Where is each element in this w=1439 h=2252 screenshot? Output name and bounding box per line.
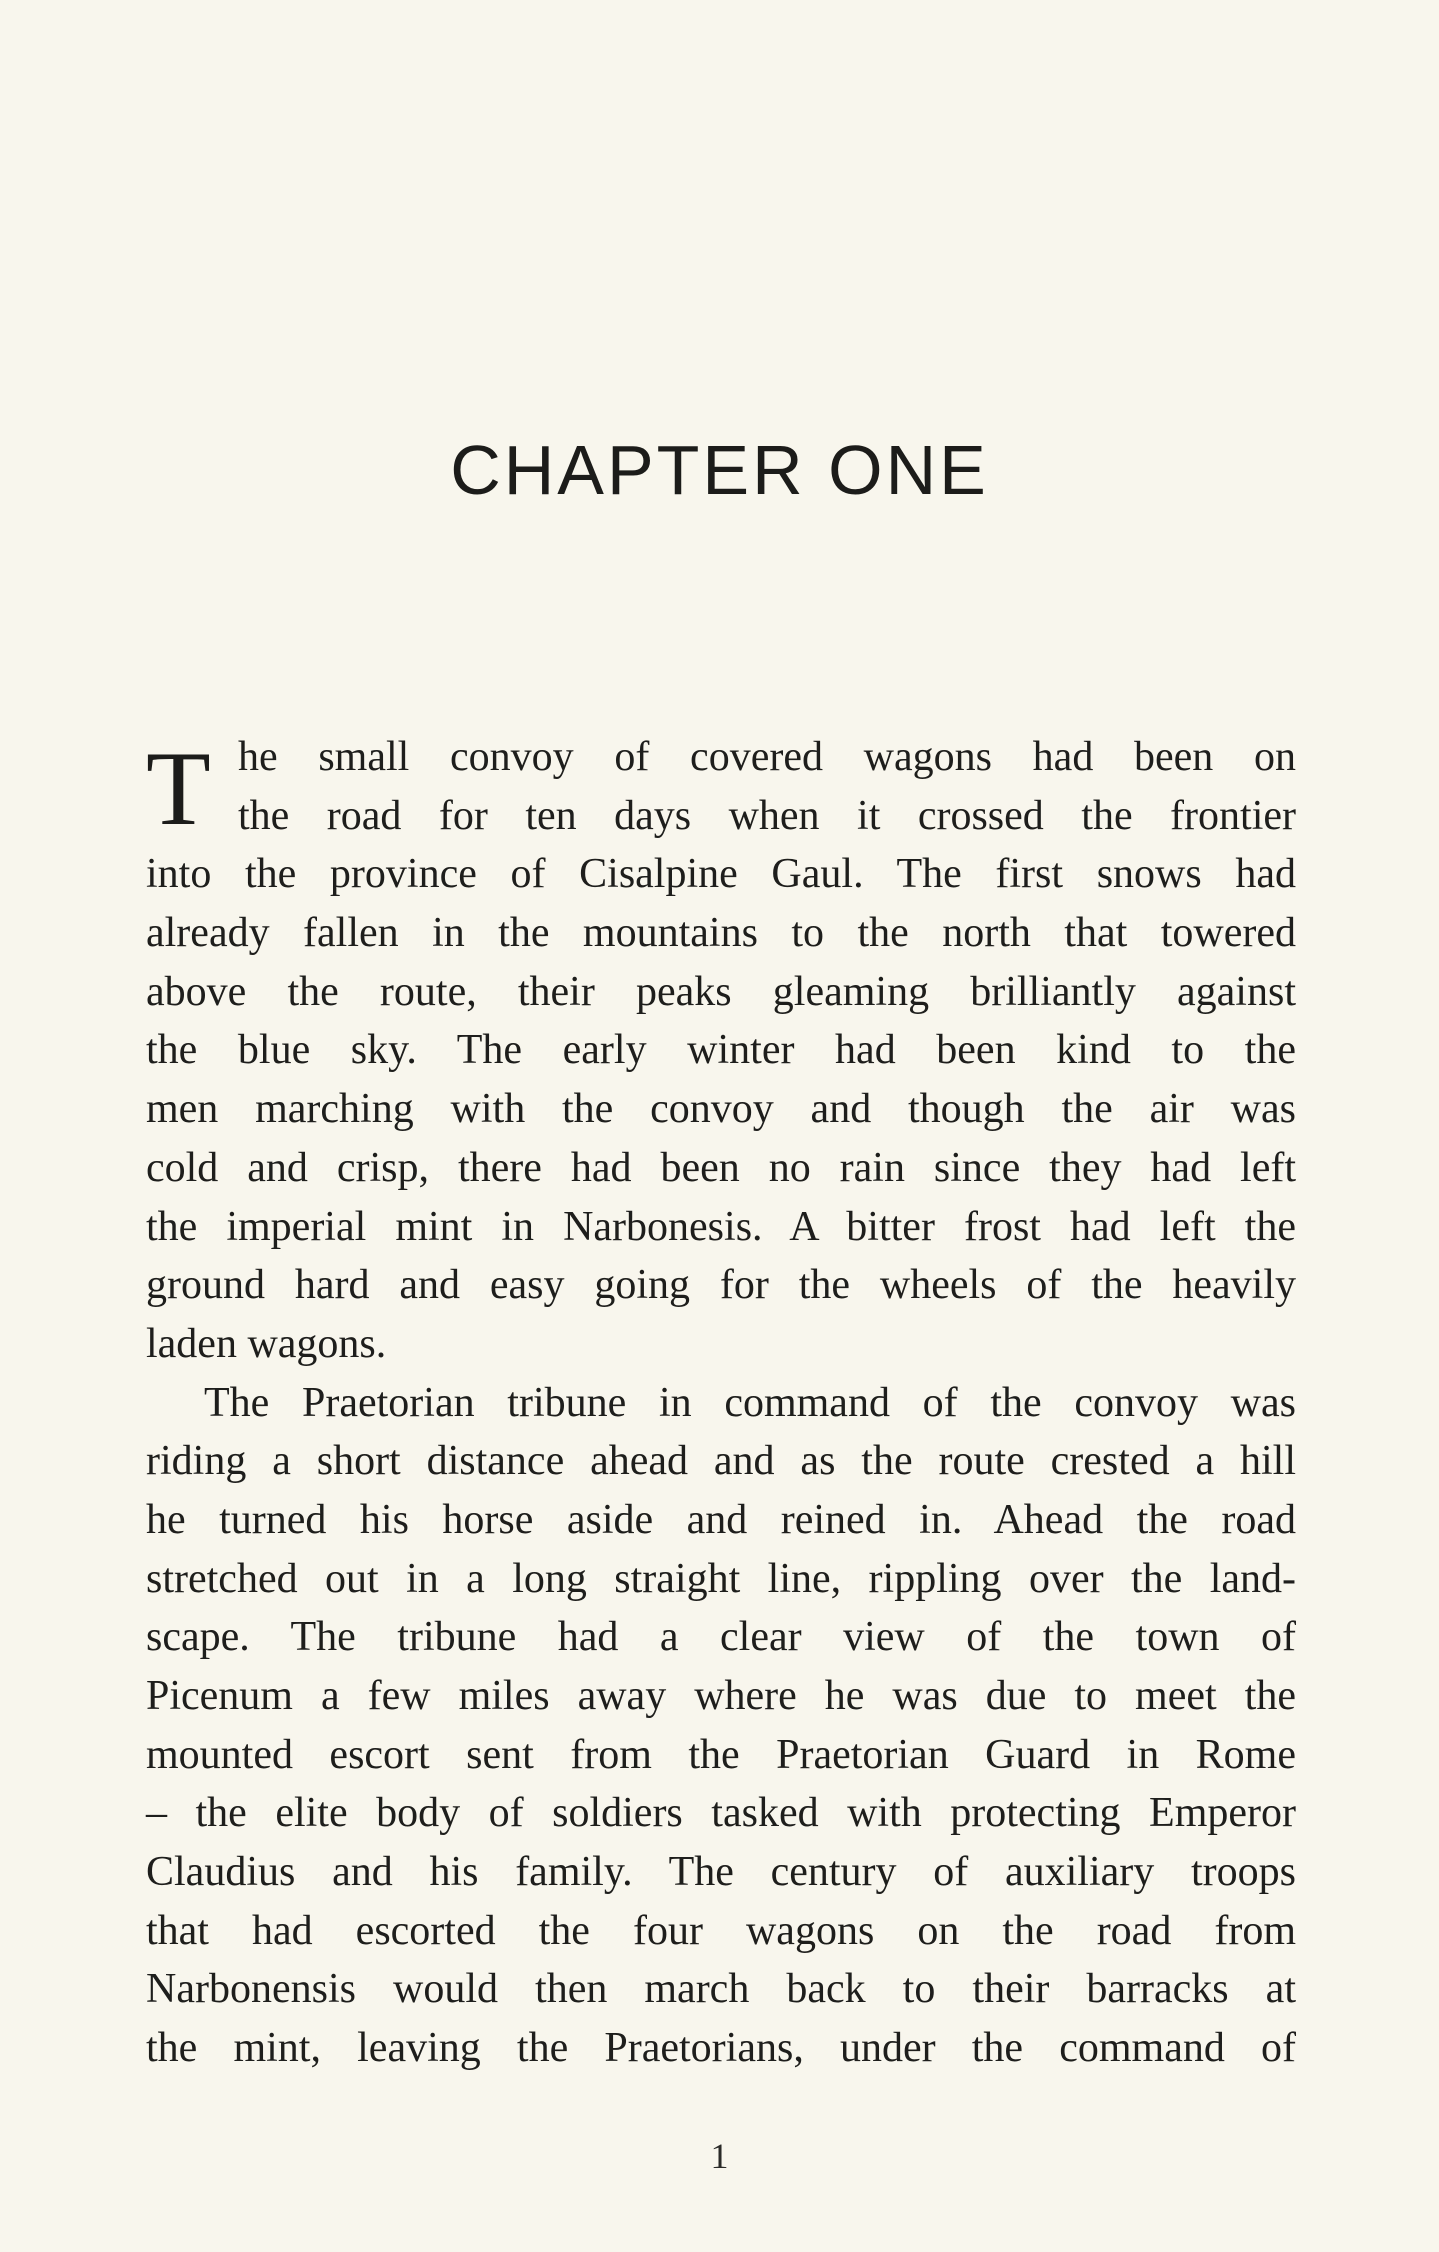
text-line: Picenum a few miles away where he was due to meet the bbox=[146, 1673, 1296, 1719]
text-line: that had escorted the four wagons on the road from bbox=[146, 1907, 1296, 1954]
text-line: riding a short distance ahead and as the route crested a hill bbox=[146, 1438, 1296, 1485]
chapter-title: CHAPTER ONE bbox=[450, 431, 989, 509]
drop-cap: T bbox=[146, 730, 211, 847]
page-number: 1 bbox=[710, 2136, 729, 2176]
text-line: The Praetorian tribune in command of the convoy was bbox=[204, 1379, 1296, 1426]
text-line: Claudius and his family. The century of auxiliary troops bbox=[146, 1849, 1296, 1896]
text-line: mounted escort sent from the Praetorian Guard in Rome bbox=[146, 1731, 1296, 1778]
text-line: cold and crisp, there had been no rain since they had left bbox=[146, 1144, 1296, 1191]
text-line: men marching with the convoy and though the air was bbox=[146, 1086, 1296, 1133]
text-line: the blue sky. The early winter had been kind to the bbox=[146, 1027, 1296, 1074]
text-line: Narbonensis would then march back to their barracks at bbox=[146, 1966, 1296, 2013]
text-line: stretched out in a long straight line, rippling over the land- bbox=[146, 1555, 1296, 1602]
text-line: he turned his horse aside and reined in. Ahead the road bbox=[146, 1496, 1296, 1543]
text-line: – the elite body of soldiers tasked with protecting Emperor bbox=[146, 1790, 1296, 1837]
text-line: the mint, leaving the Praetorians, under the command of bbox=[146, 2025, 1296, 2072]
text-line: scape. The tribune had a clear view of the town of bbox=[146, 1614, 1296, 1661]
text-line: above the route, their peaks gleaming brilliantly against bbox=[146, 968, 1296, 1015]
text-line: ground hard and easy going for the wheels of the heavily bbox=[146, 1262, 1296, 1309]
body-text bbox=[146, 728, 1296, 2078]
text-line: laden wagons. bbox=[146, 1320, 387, 1367]
text-line: already fallen in the mountains to the north that towered bbox=[146, 910, 1296, 957]
text-line: into the province of Cisalpine Gaul. The first snows had bbox=[146, 851, 1296, 898]
text-line: he small convoy of covered wagons had been on bbox=[238, 734, 1296, 780]
text-line: the imperial mint in Narbonesis. A bitter frost had left the bbox=[146, 1203, 1296, 1250]
text-line: the road for ten days when it crossed the frontier bbox=[238, 792, 1296, 839]
